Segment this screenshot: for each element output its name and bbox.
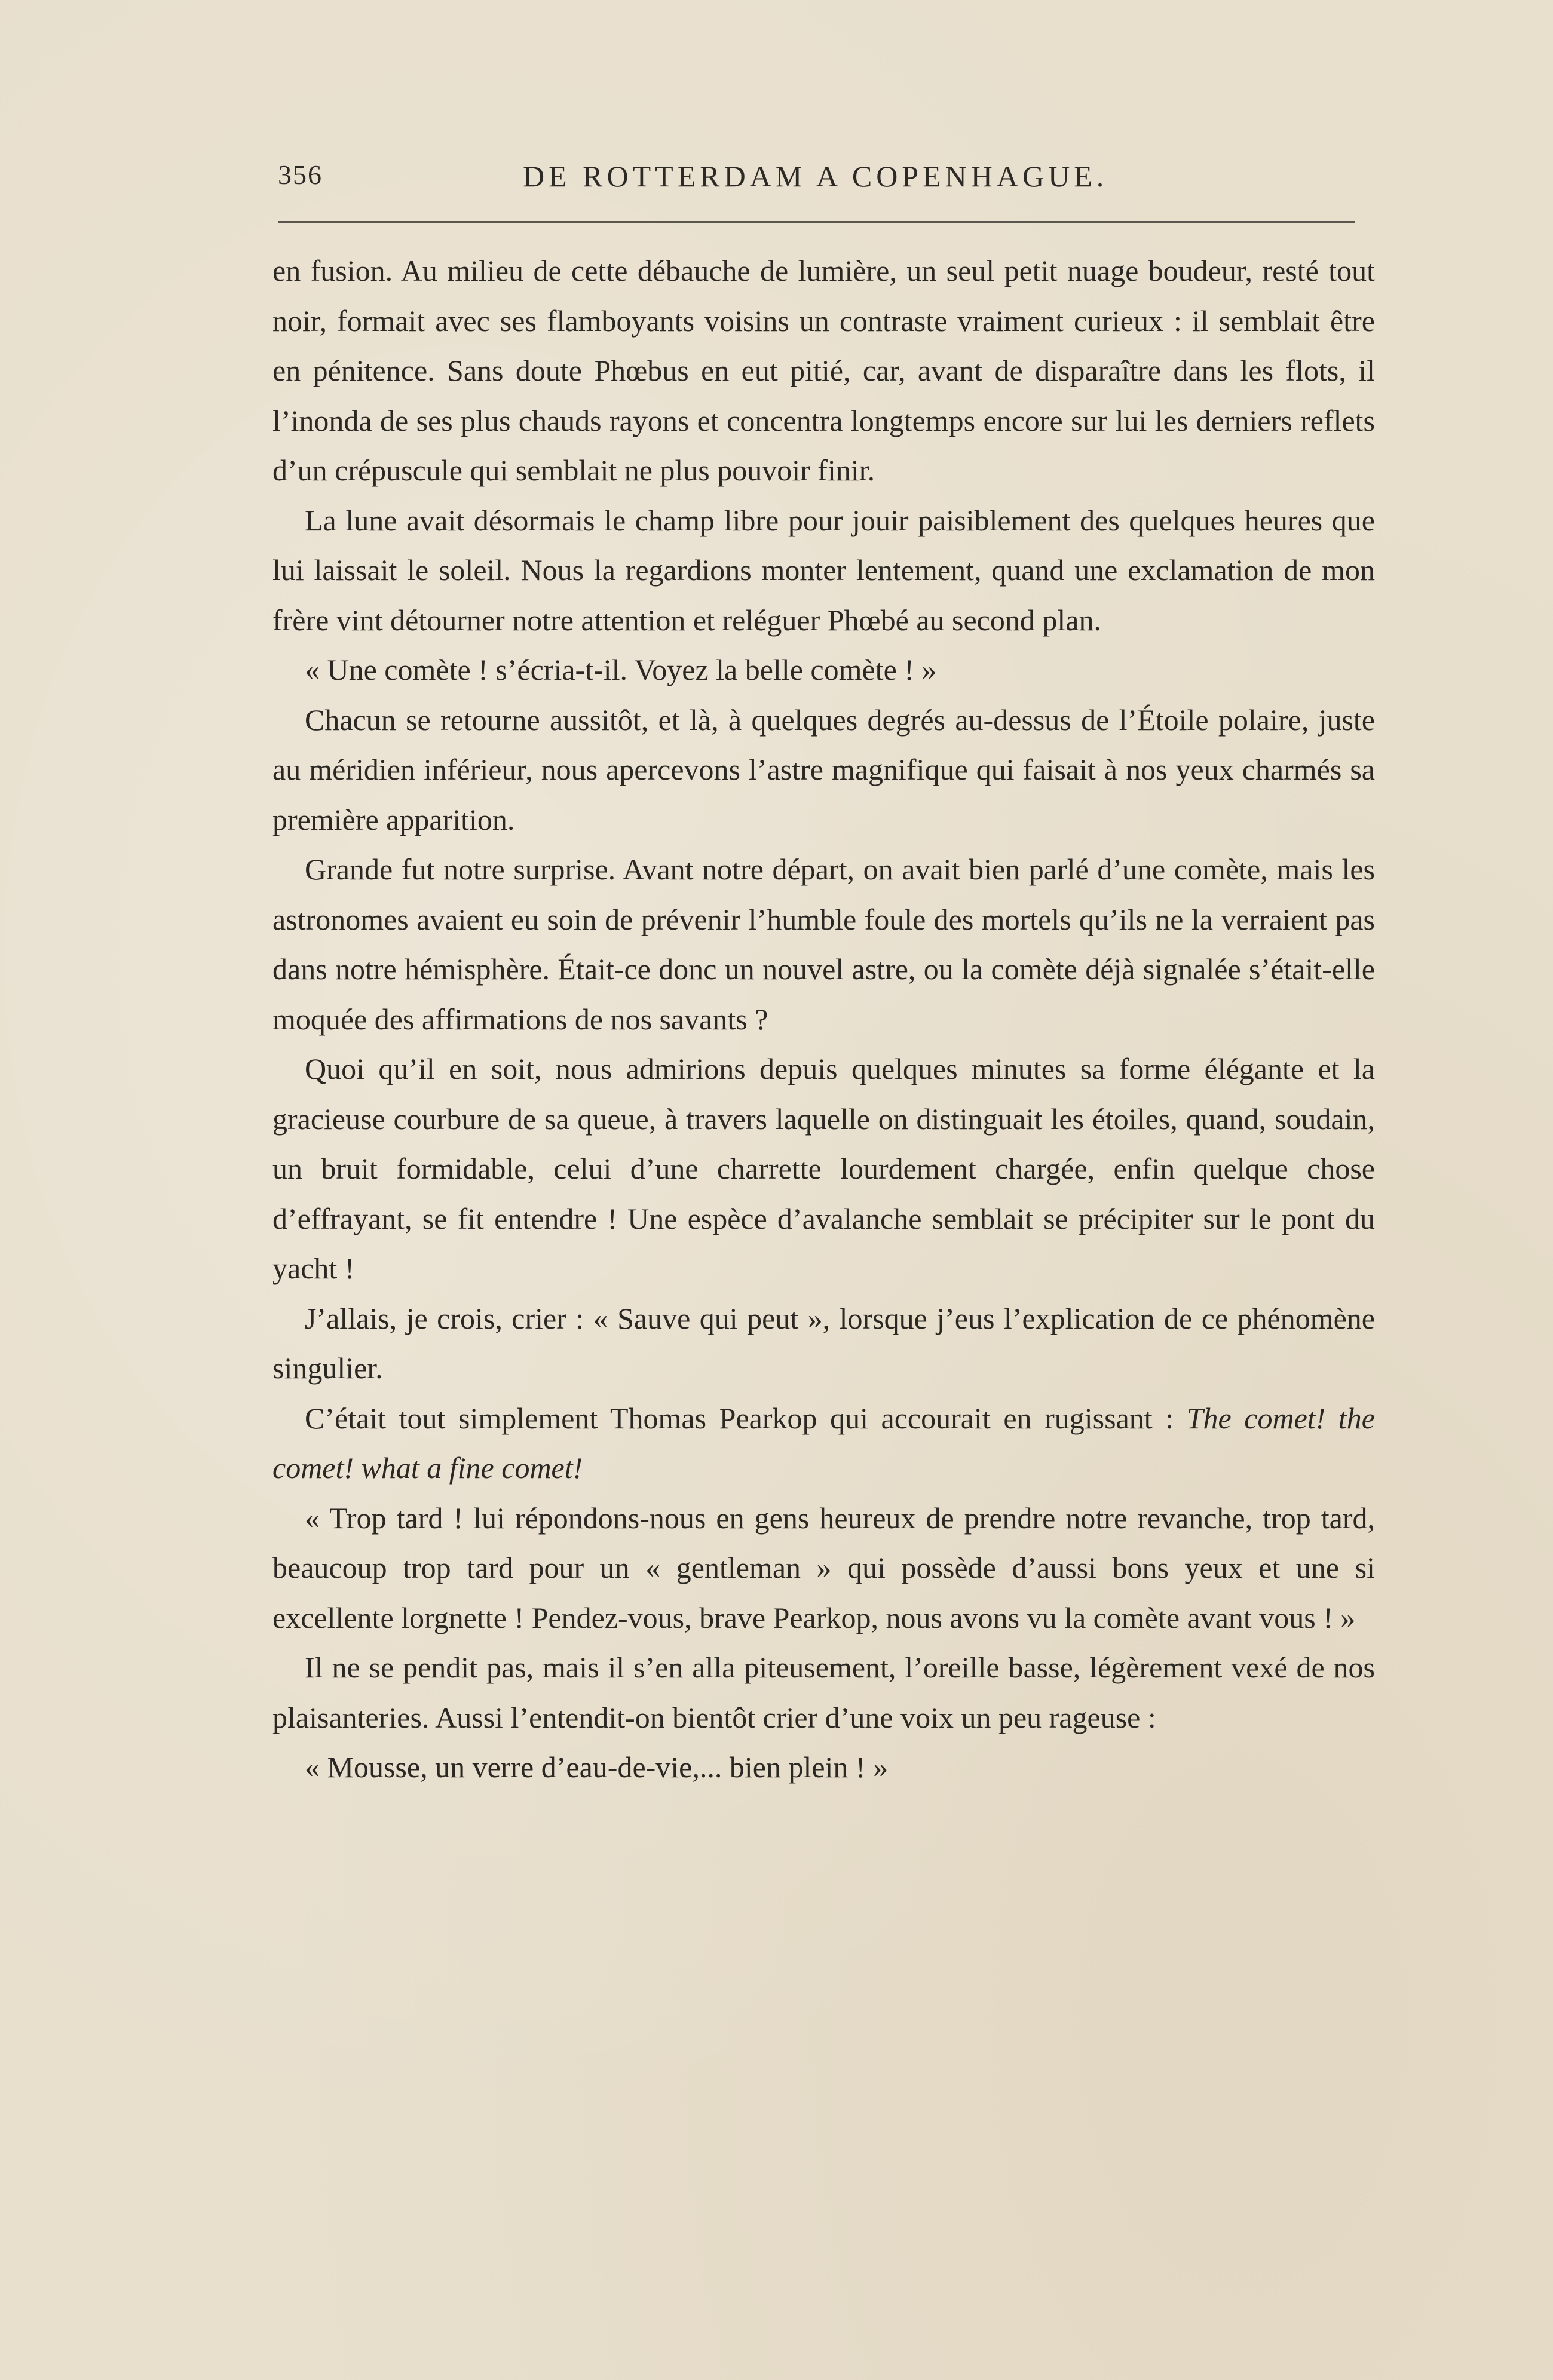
paragraph-9: « Trop tard ! lui répondons-nous en gens heureux de prendre notre revanche, trop tard, beaucoup trop tard pour un « gentleman » qui possède d’aussi bons yeux et une si excellente lorgnette ! Pendez-vous, brave Pearkop, nous avons vu la comète avant vous ! »: [272, 1501, 1375, 1634]
paragraph-7: J’allais, je crois, crier : « Sauve qui peut », lorsque j’eus l’explication de ce phénomène singulier.: [272, 1301, 1375, 1385]
running-title: DE ROTTERDAM A COPENHAGUE.: [523, 160, 1108, 193]
paragraph-2: La lune avait désormais le champ libre pour jouir paisiblement des quelques heures que lui laissait le soleil. Nous la regardions monter lentement, quand une exclamation de mon frère vint détourner notre attention et reléguer Phœbé au second plan.: [272, 503, 1375, 637]
paragraph-1: en fusion. Au milieu de cette débauche de lumière, un seul petit nuage boudeur, resté tout noir, formait avec ses flamboyants voisins un contraste vraiment curieux : il semblait être en pénitence. Sans doute Phœbus en eut pitié, car, avant de disparaître dans les flots, il l’inonda de ses plus chauds rayons et concentra longtemps encore sur lui les derniers reflets d’un crépuscule qui semblait ne plus pouvoir finir.: [272, 254, 1375, 487]
paragraph-5: Grande fut notre surprise. Avant notre départ, on avait bien parlé d’une comète, mais les astronomes avaient eu soin de prévenir l’humble foule des mortels qu’ils ne la verraient pas dans notre hémisphère. Était-ce donc un nouvel astre, ou la comète déjà signalée s’était-elle moquée des affirmations de nos savants ?: [272, 852, 1375, 1036]
paragraph-3: « Une comète ! s’écria-t-il. Voyez la belle comète ! »: [305, 653, 937, 686]
body-text: [272, 246, 1375, 1793]
paragraph-10: Il ne se pendit pas, mais il s’en alla piteusement, l’oreille basse, légèrement vexé de nos plaisanteries. Aussi l’entendit-on bientôt crier d’une voix un peu rageuse :: [272, 1651, 1375, 1734]
paragraph-4: Chacun se retourne aussitôt, et là, à quelques degrés au-dessus de l’Étoile polaire, juste au méridien inférieur, nous apercevons l’astre magnifique qui faisait à nos yeux charmés sa première apparition.: [272, 703, 1375, 836]
header-rule: [278, 221, 1355, 223]
page-number: 356: [278, 160, 323, 190]
paragraph-8-italic-quote: The comet! the comet! what a fine comet!: [272, 1401, 1376, 1485]
paragraph-8: [272, 1394, 1375, 1493]
paragraph-8-text: C’était tout simplement Thomas Pearkop qui accourait en rugissant :: [305, 1401, 1187, 1435]
paragraph-6: Quoi qu’il en soit, nous admirions depuis quelques minutes sa forme élégante et la gracieuse courbure de sa queue, à travers laquelle on distinguait les étoiles, quand, soudain, un bruit formidable, celui d’une charrette lourdement chargée, enfin quelque chose d’effrayant, se fit entendre ! Une espèce d’avalanche semblait se précipiter sur le pont du yacht !: [272, 1052, 1375, 1285]
page-header: [278, 154, 1353, 202]
paragraph-11: « Mousse, un verre d’eau-de-vie,... bien plein ! »: [305, 1750, 889, 1784]
